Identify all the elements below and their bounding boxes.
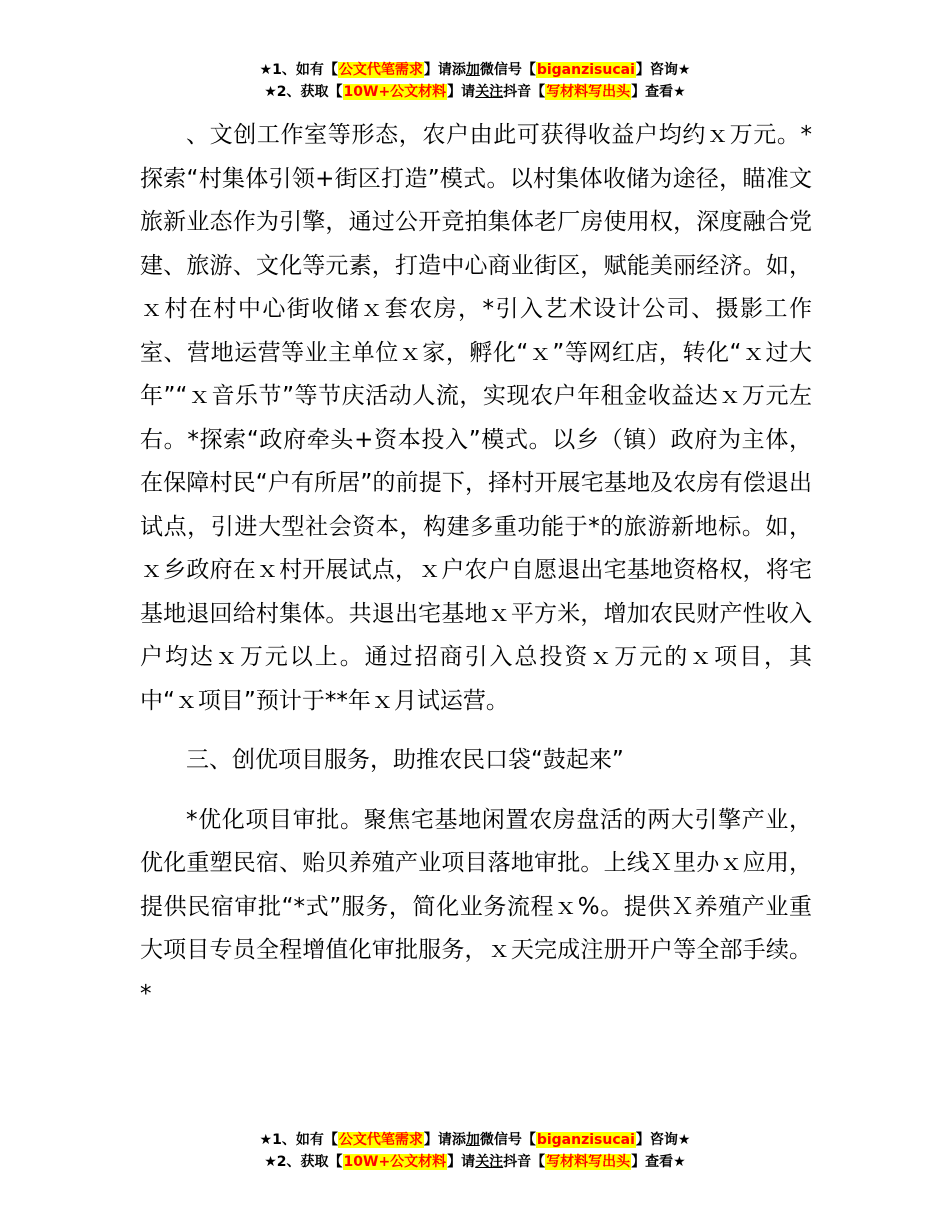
banner-text: 】查看★ [631,84,686,100]
banner-text: 微信号【 [479,1132,536,1148]
banner-text: 】请添 [423,62,466,78]
banner-text: 抖音【 [503,84,546,100]
highlight-wechat-id: biganzisucai [536,62,635,78]
highlight-materials: 10W+公文材料 [343,1154,447,1170]
body-paragraph-2: *优化项目审批。聚焦宅基地闲置农房盘活的两大引擎产业，优化重塑民宿、贻贝养殖产业项目落地审批。上线Ｘ里办ｘ应用，提供民宿审批“*式”服务，简化业务流程ｘ%。提供Ｘ养殖产业重大项目专员全程增值化审批服务，ｘ天完成注册开户等全部手续。* [140,806,812,1007]
banner-text: ★1、如有【 [259,1132,338,1148]
paragraph-gap [140,723,812,739]
banner-text: 】咨询★ [635,1132,691,1148]
footer-banner [0,1129,950,1173]
section-heading-3: 三、创优项目服务，助推农民口袋“鼓起来” [186,747,624,773]
banner-underlined-text: 关注 [475,1154,504,1170]
header-banner [0,59,950,103]
banner-line-2 [0,1151,950,1173]
body-paragraph-1: 、文创工作室等形态，农户由此可获得收益户均约ｘ万元。*探索“村集体引领+街区打造”模式。以村集体收储为途径，瞄准文旅新业态作为引擎，通过公开竞拍集体老厂房使用权，深度融合党建、旅游、文化等元素，打造中心商业街区，赋能美丽经济。如，ｘ村在村中心街收储ｘ套农房，*引入艺术设计公司、摄影工作室、营地运营等业主单位ｘ家，孵化“ｘ”等网红店，转化“ｘ过大年”“ｘ音乐节”等节庆活动人流，实现农户年租金收益达ｘ万元左右。*探索“政府牵头+资本投入”模式。以乡（镇）政府为主体，在保障村民“户有所居”的前提下，择村开展宅基地及农房有偿退出试点，引进大型社会资本，构建多重功能于*的旅游新地标。如，ｘ乡政府在ｘ村开展试点，ｘ户农户自愿退出宅基地资格权，将宅基地退回给村集体。共退出宅基地ｘ平方米，增加农民财产性收入户均达ｘ万元以上。通过招商引入总投资ｘ万元的ｘ项目，其中“ｘ项目”预计于**年ｘ月试运营。 [140,122,812,714]
highlight-materials: 10W+公文材料 [343,84,447,100]
banner-underlined-text: 加 [465,62,480,78]
banner-text: 抖音【 [503,1154,546,1170]
banner-underlined-text: 关注 [475,84,504,100]
banner-text: 】请 [447,84,476,100]
banner-text: ★2、获取【 [264,1154,343,1170]
banner-underlined-text: 加 [465,1132,480,1148]
highlight-wechat-id: biganzisucai [536,1132,635,1148]
highlight-douyin-account: 写材料写出头 [546,84,631,100]
highlight-writing-service: 公文代笔需求 [338,62,423,78]
banner-text: ★2、获取【 [264,84,343,100]
highlight-writing-service: 公文代笔需求 [338,1132,423,1148]
document-body [140,114,812,1016]
paragraph-gap [140,783,812,799]
banner-text: 微信号【 [479,62,536,78]
highlight-douyin-account: 写材料写出头 [546,1154,631,1170]
banner-text: 】查看★ [631,1154,686,1170]
banner-line-1 [0,1129,950,1151]
banner-line-1 [0,59,950,81]
banner-text: 】请 [447,1154,476,1170]
banner-text: 】请添 [423,1132,466,1148]
banner-text: ★1、如有【 [259,62,338,78]
banner-text: 】咨询★ [635,62,691,78]
banner-line-2 [0,81,950,103]
